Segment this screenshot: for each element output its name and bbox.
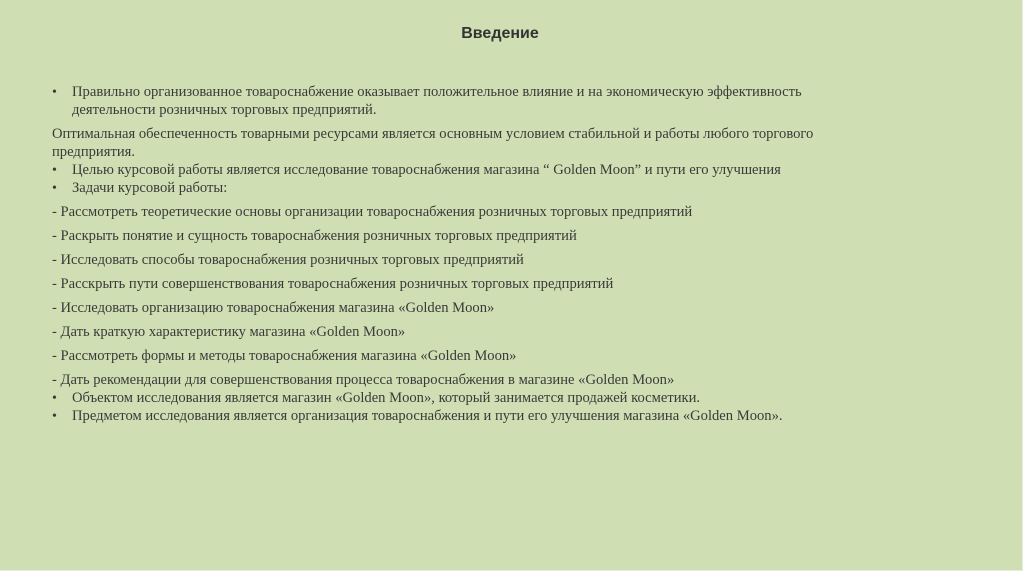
task-item: - Рассмотреть теоретические основы организации товароснабжения розничных торговых предприятий [52, 204, 693, 220]
task-item: - Исследовать способы товароснабжения розничных торговых предприятий [52, 252, 524, 268]
task-item: - Раскрыть понятие и сущность товароснабжения розничных торговых предприятий [52, 228, 577, 244]
bullet-marker: • [52, 163, 57, 178]
bullet-marker: • [52, 409, 57, 424]
bullet-marker: • [52, 85, 57, 100]
task-item: - Дать рекомендации для совершенствования процесса товароснабжения в магазине «Golden Moon» [52, 372, 675, 388]
bullet-5-text: Предметом исследования является организация товароснабжения и пути его улучшения магазина «Golden Moon». [72, 408, 783, 424]
bullet-1-text-line-2: деятельности розничных торговых предприятий. [72, 102, 377, 118]
paragraph-line-2: предприятия. [52, 144, 135, 160]
task-item: - Рассмотреть формы и методы товароснабжения магазина «Golden Moon» [52, 348, 517, 364]
task-item: - Расскрыть пути совершенствования товароснабжения розничных торговых предприятий [52, 276, 614, 292]
paragraph-line-1: Оптимальная обеспеченность товарными ресурсами является основным условием стабильной и работы любого торгового [52, 126, 814, 142]
task-item: - Исследовать организацию товароснабжения магазина «Golden Moon» [52, 300, 495, 316]
bullet-marker: • [52, 181, 57, 196]
bullet-2-text: Целью курсовой работы является исследование товароснабжения магазина “ Golden Moon” и пути его улучшения [72, 162, 781, 178]
slide-title: Введение [461, 25, 539, 42]
bullet-3-text: Задачи курсовой работы: [72, 180, 228, 196]
bullet-4-text: Объектом исследования является магазин «Golden Moon», который занимается продажей косметики. [72, 390, 701, 406]
task-item: - Дать краткую характеристику магазина «Golden Moon» [52, 324, 406, 340]
bullet-marker: • [52, 391, 57, 406]
bullet-1-text-line-1: Правильно организованное товароснабжение оказывает положительное влияние и на экономическую эффективность [72, 84, 802, 100]
